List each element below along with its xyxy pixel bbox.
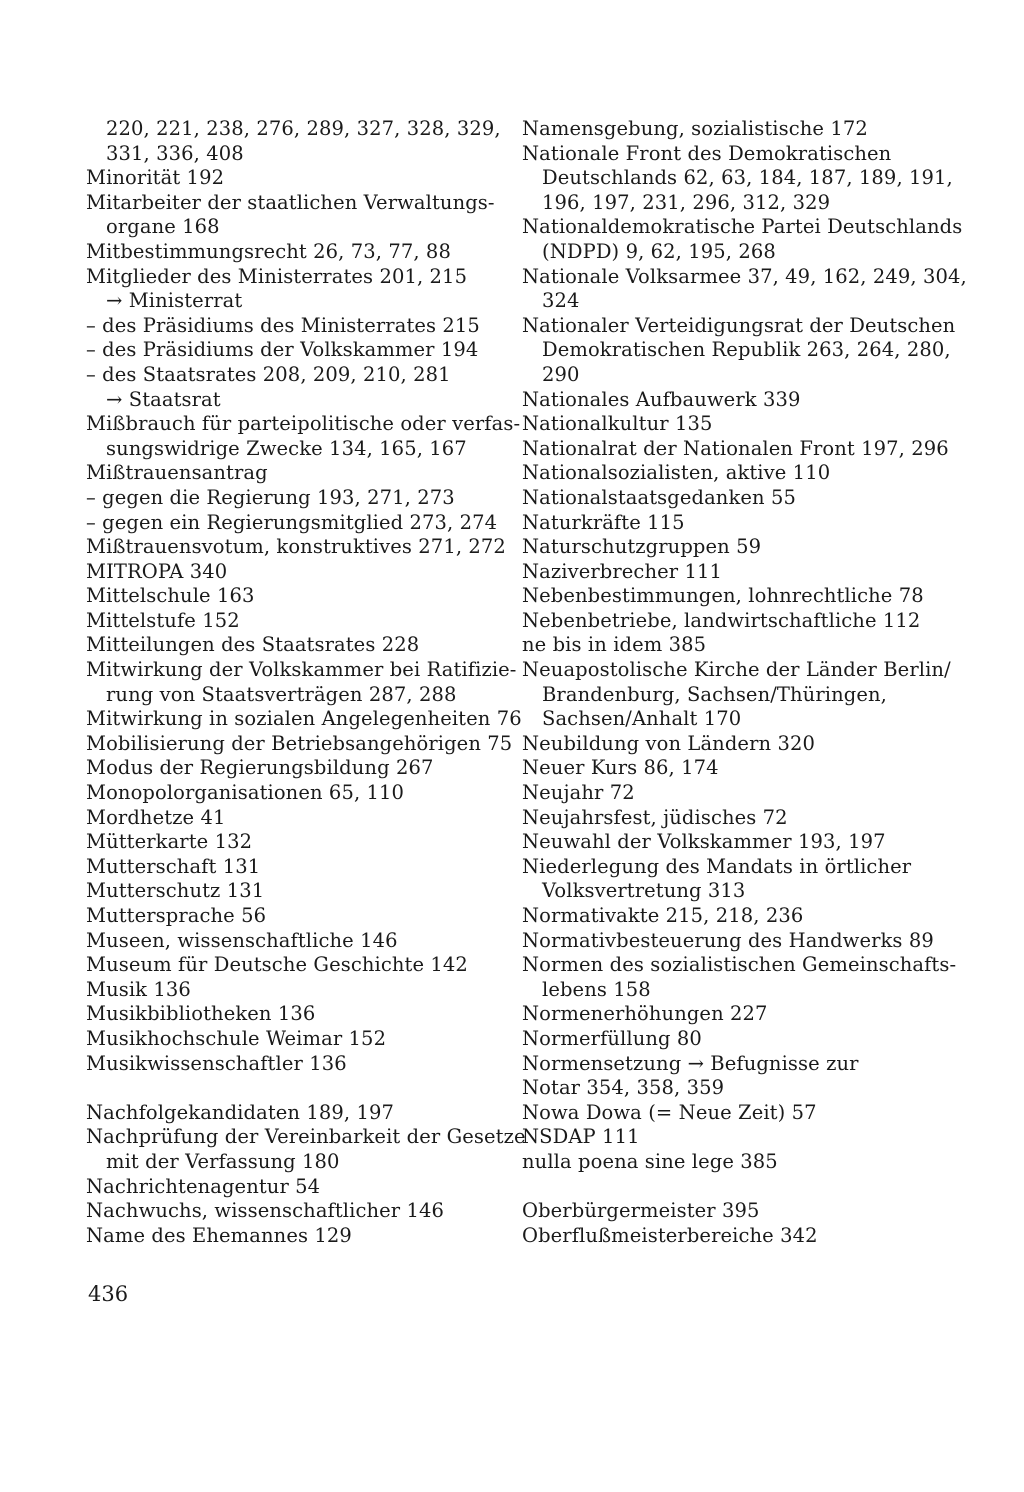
index-entry: Mißbrauch für parteipolitische oder verfas- bbox=[86, 412, 521, 436]
index-entry: Nachrichtenagentur 54 bbox=[86, 1174, 321, 1198]
index-entry: Nationaldemokratische Partei Deutschlands bbox=[522, 215, 963, 239]
index-entry: – gegen die Regierung 193, 271, 273 bbox=[86, 485, 455, 509]
index-entry: Mitbestimmungsrecht 26, 73, 77, 88 bbox=[86, 239, 451, 263]
index-entry-continuation: 324 bbox=[542, 289, 580, 313]
index-column-right bbox=[522, 117, 967, 1248]
index-entry: Mittelstufe 152 bbox=[86, 608, 240, 632]
index-column-left bbox=[86, 117, 526, 1248]
index-entry: Mutterschutz 131 bbox=[86, 879, 265, 903]
index-entry-continuation: Deutschlands 62, 63, 184, 187, 189, 191, bbox=[542, 166, 953, 190]
section-gap bbox=[86, 1076, 496, 1101]
index-entry: Neujahrsfest, jüdisches 72 bbox=[522, 805, 788, 829]
index-entry: Normensetzung → Befugnisse zur bbox=[522, 1051, 859, 1075]
index-entry-continuation: Sachsen/Anhalt 170 bbox=[542, 707, 742, 731]
index-entry: Muttersprache 56 bbox=[86, 904, 267, 927]
index-entry: Neuapostolische Kirche der Länder Berlin/ bbox=[522, 658, 951, 682]
index-entry: Nationaler Verteidigungsrat der Deutschen bbox=[522, 313, 956, 337]
index-entry: Naziverbrecher 111 bbox=[522, 559, 722, 583]
index-entry: Nowa Dowa (= Neue Zeit) 57 bbox=[522, 1100, 817, 1124]
index-entry: Naturkräfte 115 bbox=[522, 510, 685, 534]
index-entry: Nachfolgekandidaten 189, 197 bbox=[86, 1100, 394, 1124]
index-entry: Oberflußmeisterbereiche 342 bbox=[522, 1223, 818, 1247]
index-entry: Mitteilungen des Staatsrates 228 bbox=[86, 633, 420, 657]
index-entry: Mütterkarte 132 bbox=[86, 830, 253, 854]
index-entry: Musikhochschule Weimar 152 bbox=[86, 1026, 387, 1050]
index-entry: Musikwissenschaftler 136 bbox=[86, 1051, 347, 1075]
index-entry-continuation: 331, 336, 408 bbox=[106, 141, 244, 165]
index-entry: Museum für Deutsche Geschichte 142 bbox=[86, 953, 468, 977]
index-entry-continuation: (NDPD) 9, 62, 195, 268 bbox=[542, 239, 776, 263]
index-entry-continuation: Volksvertretung 313 bbox=[542, 879, 746, 903]
index-entry-continuation: Demokratischen Republik 263, 264, 280, bbox=[542, 338, 951, 362]
index-entry: Nachprüfung der Vereinbarkeit der Gesetze bbox=[86, 1125, 526, 1149]
index-entry: Nationalrat der Nationalen Front 197, 296 bbox=[522, 436, 949, 460]
index-entry: Neuwahl der Volkskammer 193, 197 bbox=[522, 830, 886, 854]
index-entry-continuation: organe 168 bbox=[106, 215, 220, 239]
index-entry: MITROPA 340 bbox=[86, 559, 228, 583]
index-entry: Mobilisierung der Betriebsangehörigen 75 bbox=[86, 731, 513, 755]
index-entry-continuation: lebens 158 bbox=[542, 977, 651, 1001]
index-entry: Oberbürgermeister 395 bbox=[522, 1199, 760, 1223]
index-entry: Mittelschule 163 bbox=[86, 584, 255, 608]
index-entry: Normativakte 215, 218, 236 bbox=[522, 904, 804, 927]
index-entry: Nationale Volksarmee 37, 49, 162, 249, 304, bbox=[522, 264, 967, 288]
index-entry: Nationale Front des Demokratischen bbox=[522, 141, 892, 165]
index-entry-continuation: mit der Verfassung 180 bbox=[106, 1149, 340, 1173]
index-entry: Niederlegung des Mandats in örtlicher bbox=[522, 854, 912, 878]
index-entry: Normerfüllung 80 bbox=[522, 1026, 702, 1050]
index-entry-continuation: → Staatsrat bbox=[106, 387, 221, 411]
index-entry-continuation: rung von Staatsverträgen 287, 288 bbox=[106, 682, 457, 706]
index-entry: Naturschutzgruppen 59 bbox=[522, 535, 762, 559]
index-entry: Normenerhöhungen 227 bbox=[522, 1002, 768, 1026]
index-entry: – des Staatsrates 208, 209, 210, 281 bbox=[86, 362, 451, 386]
index-entry: – des Präsidiums des Ministerrates 215 bbox=[86, 313, 480, 337]
index-entry: Normen des sozialistischen Gemeinschafts- bbox=[522, 953, 957, 977]
index-entry: Nebenbestimmungen, lohnrechtliche 78 bbox=[522, 584, 924, 608]
index-entry-continuation: Brandenburg, Sachsen/Thüringen, bbox=[542, 682, 887, 706]
index-entry: – des Präsidiums der Volkskammer 194 bbox=[86, 338, 479, 362]
index-entry-continuation: 196, 197, 231, 296, 312, 329 bbox=[542, 190, 831, 214]
index-entry: Normativbesteuerung des Handwerks 89 bbox=[522, 928, 934, 952]
index-entry: Museen, wissenschaftliche 146 bbox=[86, 928, 398, 952]
index-entry-continuation: 220, 221, 238, 276, 289, 327, 328, 329, bbox=[106, 117, 501, 140]
index-entry: Minorität 192 bbox=[86, 166, 225, 190]
index-entry: Nationalsozialisten, aktive 110 bbox=[522, 461, 831, 485]
index-entry: Nationalstaatsgedanken 55 bbox=[522, 485, 796, 509]
index-entry: Neubildung von Ländern 320 bbox=[522, 731, 815, 755]
index-entry: nulla poena sine lege 385 bbox=[522, 1149, 778, 1173]
index-entry: Mitwirkung der Volkskammer bei Ratifizie- bbox=[86, 658, 517, 682]
index-entry-continuation: → Ministerrat bbox=[106, 289, 243, 313]
index-entry: Mordhetze 41 bbox=[86, 805, 226, 829]
index-entry: – gegen ein Regierungsmitglied 273, 274 bbox=[86, 510, 498, 534]
index-entry: Mutterschaft 131 bbox=[86, 854, 261, 878]
index-entry: Modus der Regierungsbildung 267 bbox=[86, 756, 434, 780]
index-entry: Name des Ehemannes 129 bbox=[86, 1223, 352, 1247]
index-entry-continuation: 290 bbox=[542, 362, 580, 386]
index-entry: Namensgebung, sozialistische 172 bbox=[522, 117, 868, 140]
index-entry: Neuer Kurs 86, 174 bbox=[522, 756, 719, 780]
index-entry: ne bis in idem 385 bbox=[522, 633, 707, 657]
index-entry: Musikbibliotheken 136 bbox=[86, 1002, 316, 1026]
index-entry: Mitarbeiter der staatlichen Verwaltungs- bbox=[86, 190, 495, 214]
index-entry-continuation: sungswidrige Zwecke 134, 165, 167 bbox=[106, 436, 467, 460]
index-entry: Nationalkultur 135 bbox=[522, 412, 713, 436]
index-entry: Monopolorganisationen 65, 110 bbox=[86, 781, 405, 805]
index-entry: NSDAP 111 bbox=[522, 1125, 640, 1149]
index-entry: Neujahr 72 bbox=[522, 781, 635, 805]
section-gap bbox=[522, 1175, 942, 1200]
index-entry: Mitglieder des Ministerrates 201, 215 bbox=[86, 264, 468, 288]
index-entry: Mißtrauensantrag bbox=[86, 461, 268, 485]
page-number: 436 bbox=[88, 1282, 129, 1306]
index-entry: Nationales Aufbauwerk 339 bbox=[522, 387, 801, 411]
index-entry: Mißtrauensvotum, konstruktives 271, 272 bbox=[86, 535, 506, 559]
index-entry: Mitwirkung in sozialen Angelegenheiten 76 bbox=[86, 707, 522, 731]
index-entry: Musik 136 bbox=[86, 977, 191, 1001]
index-entry: Notar 354, 358, 359 bbox=[522, 1076, 725, 1100]
index-entry: Nebenbetriebe, landwirtschaftliche 112 bbox=[522, 608, 921, 632]
index-entry: Nachwuchs, wissenschaftlicher 146 bbox=[86, 1199, 445, 1223]
